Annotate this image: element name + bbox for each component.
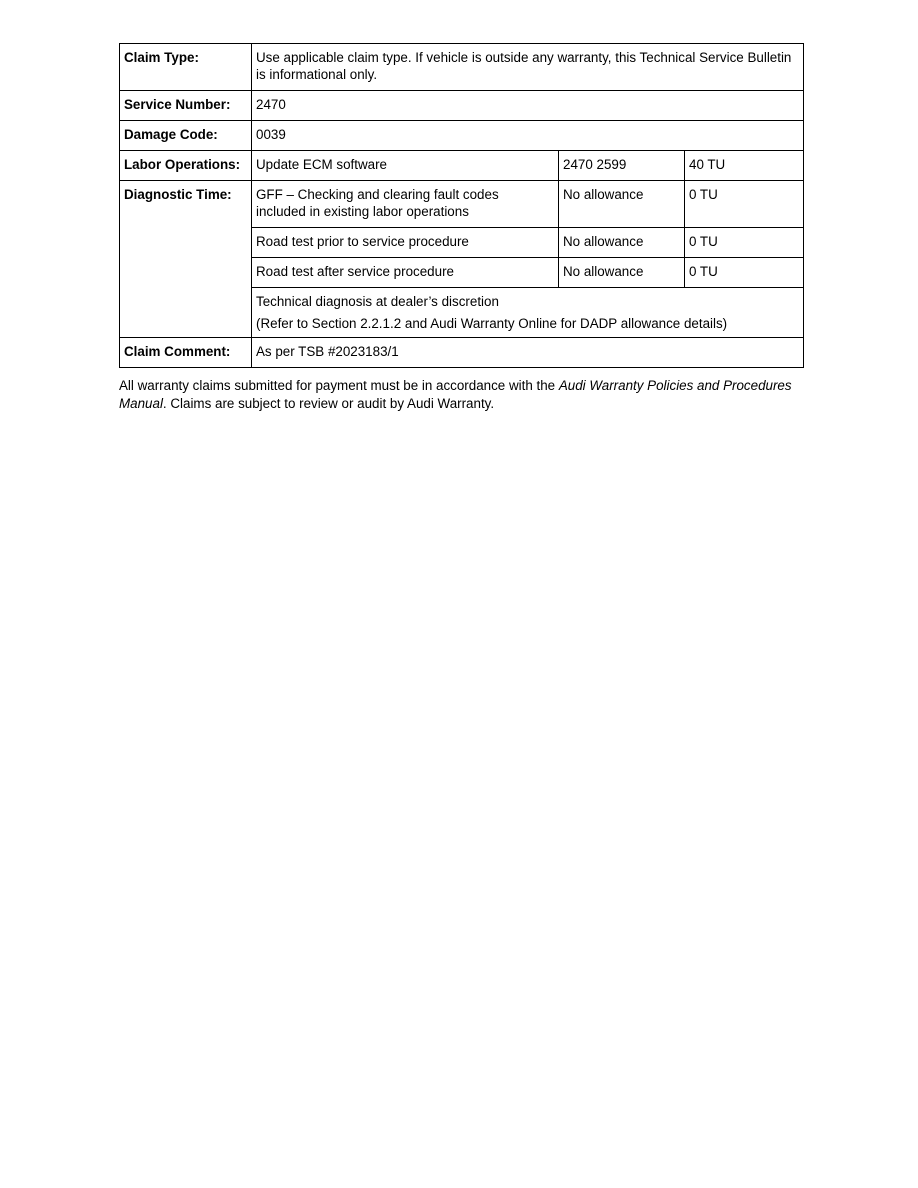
diagnostic-description-line1: GFF – Checking and clearing fault codes: [256, 187, 499, 202]
footnote-manual-title: Audi Warranty Policies and Procedures Manual: [119, 378, 792, 411]
service-number-value: 2470: [252, 91, 804, 121]
diagnostic-allowance: No allowance: [559, 258, 685, 288]
claim-comment-value: As per TSB #2023183/1: [252, 338, 804, 368]
claim-type-label: Claim Type:: [120, 44, 252, 91]
technical-diagnosis-line: Technical diagnosis at dealer’s discretion: [256, 294, 499, 309]
damage-code-label: Damage Code:: [120, 121, 252, 151]
labor-operation-time: 40 TU: [685, 151, 804, 181]
technical-diagnosis-cell: [252, 288, 804, 338]
claim-type-value: Use applicable claim type. If vehicle is outside any warranty, this Technical Service Bulletin is informational only.: [252, 44, 804, 91]
diagnostic-time-value: 0 TU: [685, 258, 804, 288]
footnote-text-start: All warranty claims submitted for payment must be in accordance with the: [119, 378, 559, 393]
diagnostic-description: Road test after service procedure: [252, 258, 559, 288]
damage-code-row: [120, 121, 804, 151]
warranty-claim-table: [119, 43, 804, 368]
dadp-reference-line: (Refer to Section 2.2.1.2 and Audi Warranty Online for DADP allowance details): [256, 316, 728, 331]
claim-type-row: [120, 44, 804, 91]
diagnostic-time-label: Diagnostic Time:: [120, 181, 252, 338]
diagnostic-description: Road test prior to service procedure: [252, 228, 559, 258]
service-number-label: Service Number:: [120, 91, 252, 121]
labor-operation-description: Update ECM software: [252, 151, 559, 181]
claim-comment-row: [120, 338, 804, 368]
service-number-row: [120, 91, 804, 121]
diagnostic-time-value: 0 TU: [685, 181, 804, 228]
warranty-footnote: [119, 377, 809, 413]
diagnostic-allowance: No allowance: [559, 181, 685, 228]
labor-operation-code: 2470 2599: [559, 151, 685, 181]
damage-code-value: 0039: [252, 121, 804, 151]
labor-operations-row: [120, 151, 804, 181]
footnote-text-end: . Claims are subject to review or audit by Audi Warranty.: [162, 396, 495, 411]
diagnostic-row-gff: [120, 181, 804, 228]
diagnostic-description: [252, 181, 559, 228]
diagnostic-description-line2: included in existing labor operations: [256, 204, 469, 219]
diagnostic-allowance: No allowance: [559, 228, 685, 258]
claim-comment-label: Claim Comment:: [120, 338, 252, 368]
diagnostic-time-value: 0 TU: [685, 228, 804, 258]
labor-operations-label: Labor Operations:: [120, 151, 252, 181]
